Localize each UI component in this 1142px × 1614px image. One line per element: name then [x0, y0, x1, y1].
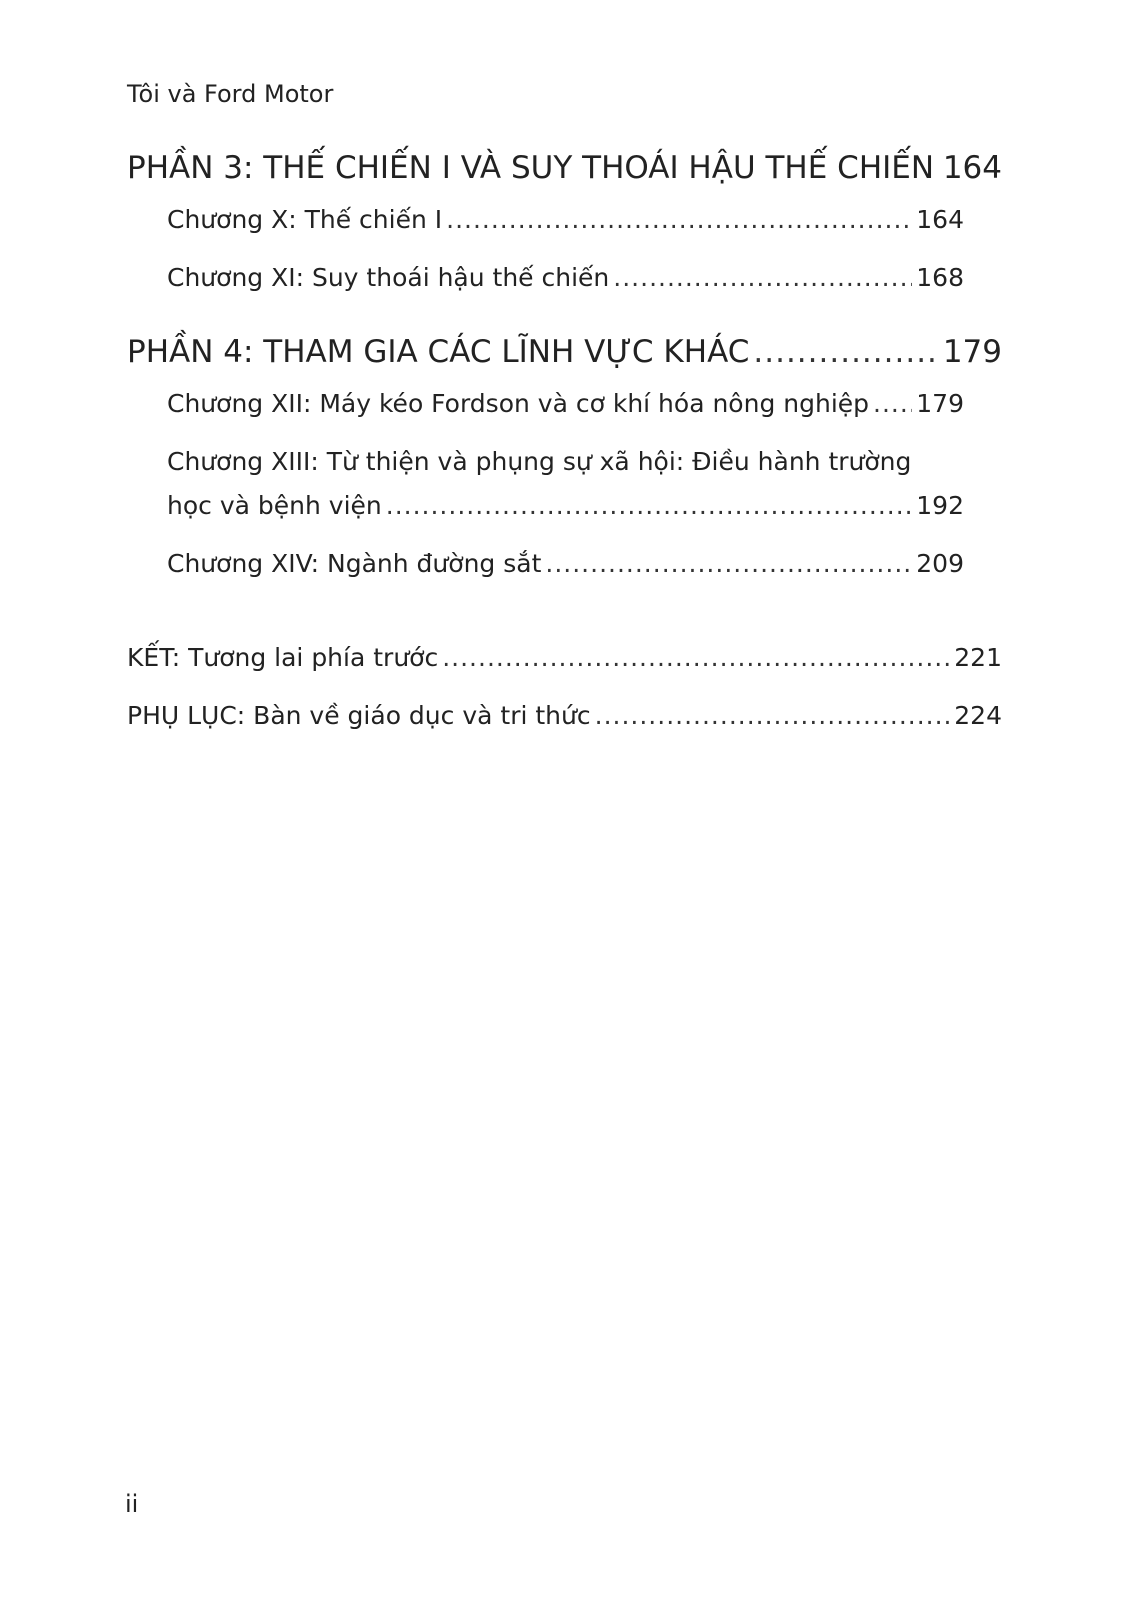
chapter-title-line-2: học và bệnh viện: [167, 491, 382, 520]
part-4-chapters: [167, 382, 964, 586]
part-title: PHẦN 4: THAM GIA CÁC LĨNH VỰC KHÁC: [127, 334, 750, 370]
toc-chapter-xiii[interactable]: [167, 440, 964, 528]
chapter-page: 179: [916, 389, 964, 418]
chapter-page: 164: [916, 205, 964, 234]
chapter-title: Chương XII: Máy kéo Fordson và cơ khí hóa nông nghiệp: [167, 389, 870, 418]
toc-chapter-xi[interactable]: [167, 256, 964, 300]
entry-title: PHỤ LỤC: Bàn về giáo dục và tri thức: [127, 701, 591, 730]
toc-part-3[interactable]: [127, 150, 1002, 186]
entry-page: 224: [954, 701, 1002, 730]
dot-leader: [938, 150, 939, 186]
chapter-title: Chương XI: Suy thoái hậu thế chiến: [167, 263, 610, 292]
chapter-title: Chương X: Thế chiến I: [167, 205, 443, 234]
chapter-page: 192: [916, 491, 964, 520]
running-header: Tôi và Ford Motor: [127, 80, 334, 108]
toc-chapter-x[interactable]: [167, 198, 964, 242]
table-of-contents: [127, 150, 1002, 752]
entry-title: KẾT: Tương lai phía trước: [127, 643, 439, 672]
part-title: PHẦN 3: THẾ CHIẾN I VÀ SUY THOÁI HẬU THẾ CHIẾN: [127, 150, 935, 186]
toc-chapter-xiv[interactable]: [167, 542, 964, 586]
dot-leader: [595, 694, 951, 738]
chapter-title-line-1: Chương XIII: Từ thiện và phụng sự xã hội: Điều hành trường: [167, 447, 912, 476]
chapter-title: Chương XIV: Ngành đường sắt: [167, 549, 542, 578]
entry-page: 221: [954, 643, 1002, 672]
part-page: 179: [942, 334, 1002, 370]
dot-leader: [386, 484, 913, 528]
dot-leader: [613, 256, 912, 300]
toc-entry-phu-luc[interactable]: [127, 694, 1002, 738]
dot-leader: [753, 334, 938, 370]
toc-part-4[interactable]: [127, 334, 1002, 370]
page-number: ii: [125, 1490, 139, 1518]
chapter-page: 209: [916, 549, 964, 578]
part-page: 164: [942, 150, 1002, 186]
dot-leader: [442, 636, 950, 680]
dot-leader: [873, 382, 912, 426]
toc-back-matter: [127, 636, 1002, 738]
dot-leader: [545, 542, 912, 586]
toc-entry-ket[interactable]: [127, 636, 1002, 680]
toc-chapter-xii[interactable]: [167, 382, 964, 426]
part-3-chapters: [167, 198, 964, 300]
chapter-page: 168: [916, 263, 964, 292]
chapter-title-line-2-row: [167, 484, 964, 528]
dot-leader: [446, 198, 912, 242]
